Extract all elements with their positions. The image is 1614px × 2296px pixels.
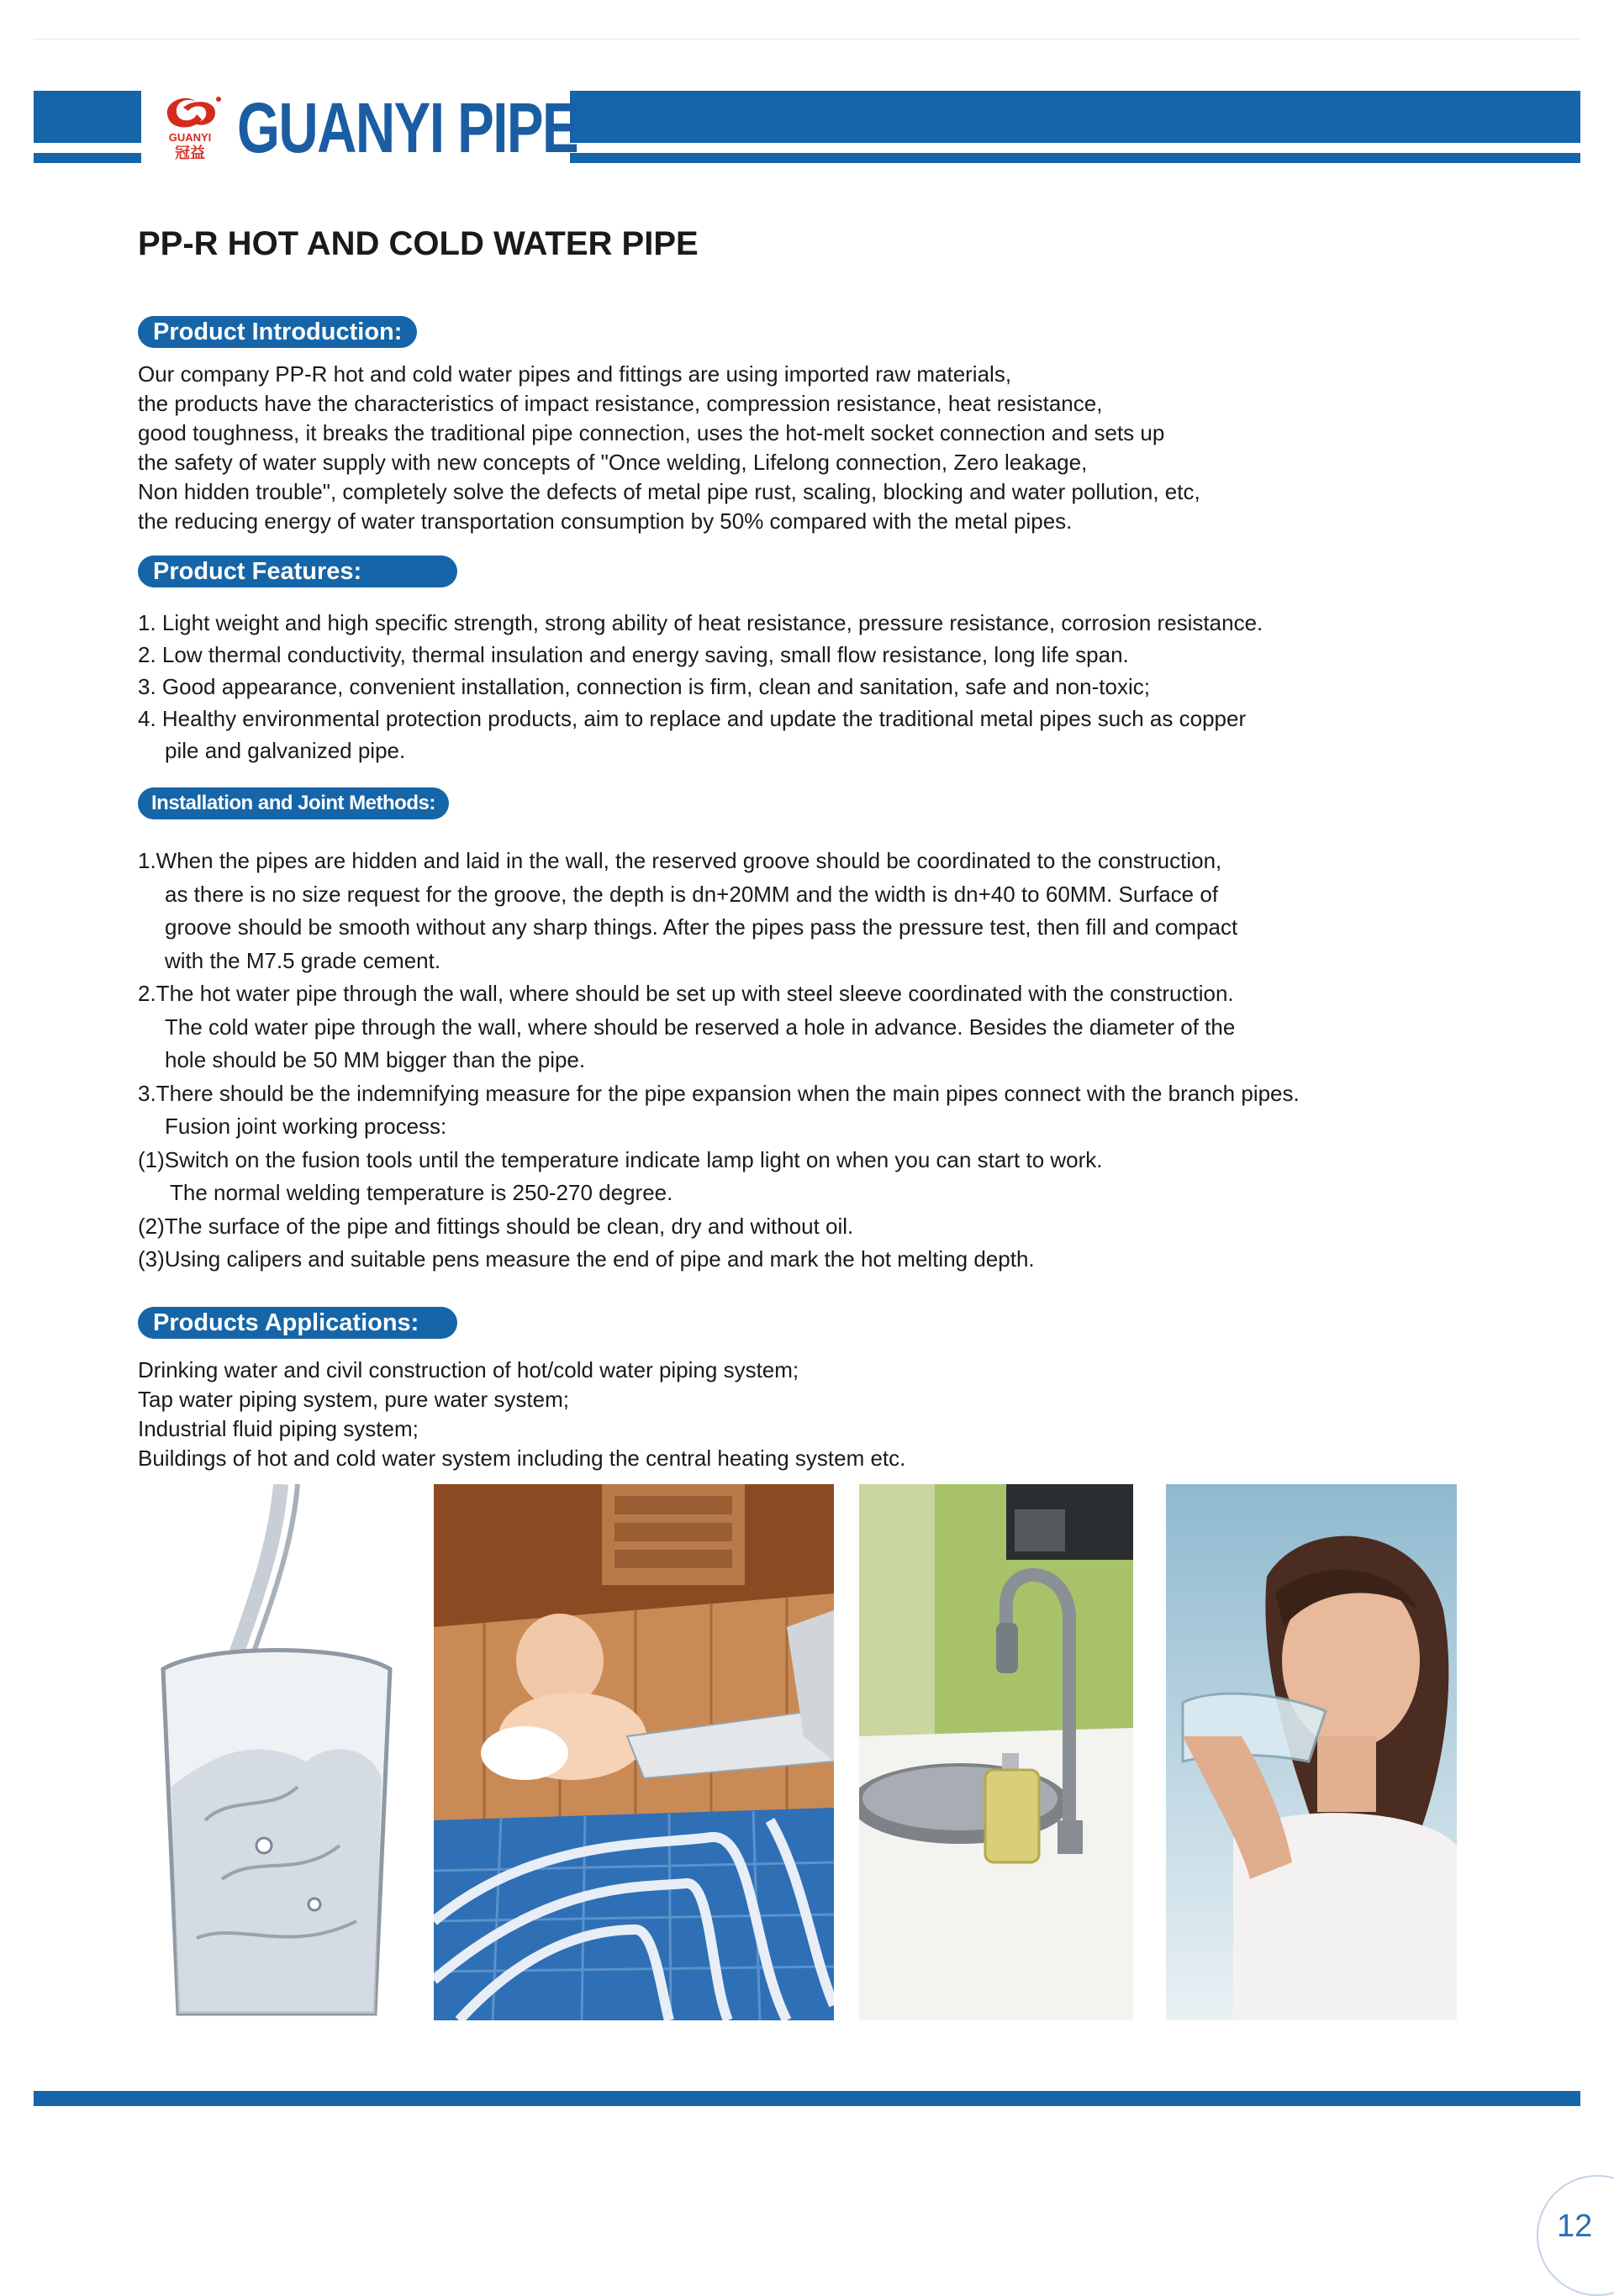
intro-line: the products have the characteristics of impact resistance, compression resistance, heat resistance,	[138, 391, 1103, 416]
features-list	[138, 607, 1263, 766]
intro-line: good toughness, it breaks the traditional pipe connection, uses the hot-melt socket connection and sets up	[138, 420, 1165, 445]
intro-line: the safety of water supply with new concepts of "Once welding, Lifelong connection, Zero leakage,	[138, 450, 1088, 475]
guanyi-logo-icon	[150, 89, 230, 161]
page-title: PP-R HOT AND COLD WATER PIPE	[138, 225, 699, 262]
feature-item: 3. Good appearance, convenient installation, connection is firm, clean and sanitation, safe and non-toxic;	[138, 674, 1150, 699]
application-line: Tap water piping system, pure water system;	[138, 1387, 569, 1412]
header-band-left	[34, 91, 141, 165]
feature-item: 4. Healthy environmental protection products, aim to replace and update the traditional metal pipes such as copper	[138, 706, 1247, 731]
section-heading-installation: Installation and Joint Methods:	[138, 787, 449, 819]
application-photos	[0, 1484, 1614, 2022]
page-number: 12	[1557, 2209, 1593, 2244]
brand-name: GUANYI PIPE	[237, 88, 578, 167]
logo-text: GUANYI	[168, 131, 212, 144]
install-line: (3)Using calipers and suitable pens measure the end of pipe and mark the hot melting depth.	[138, 1246, 1035, 1272]
footer-band	[34, 2091, 1580, 2106]
install-line: groove should be smooth without any sharp things. After the pipes pass the pressure test, then fill and compact	[165, 914, 1238, 940]
intro-line: Non hidden trouble", completely solve the defects of metal pipe rust, scaling, blocking and water pollution, etc,	[138, 479, 1200, 504]
water-glass-photo	[155, 1484, 398, 2020]
feature-item-continued: pile and galvanized pipe.	[165, 738, 406, 763]
install-line: 3.There should be the indemnifying measure for the pipe expansion when the main pipes connect with the branch pipes.	[138, 1080, 1300, 1106]
intro-line: the reducing energy of water transportation consumption by 50% compared with the metal pipes.	[138, 508, 1073, 534]
feature-item: 1. Light weight and high specific strength, strong ability of heat resistance, pressure resistance, corrosion resistance.	[138, 610, 1263, 635]
install-line: as there is no size request for the groove, the depth is dn+20MM and the width is dn+40 to 60MM. Surface of	[165, 881, 1219, 907]
install-line: 2.The hot water pipe through the wall, where should be set up with steel sleeve coordinated with the construction.	[138, 981, 1234, 1006]
logo-chinese: 冠益	[175, 145, 205, 161]
intro-line: Our company PP-R hot and cold water pipes and fittings are using imported raw materials,	[138, 361, 1012, 387]
underfloor-heating-photo	[434, 1484, 834, 2020]
kitchen-faucet-photo	[859, 1484, 1133, 2020]
application-line: Industrial fluid piping system;	[138, 1416, 419, 1441]
install-line: The normal welding temperature is 250-270 degree.	[170, 1180, 673, 1205]
woman-drinking-photo	[1166, 1484, 1457, 2020]
install-line: 1.When the pipes are hidden and laid in the wall, the reserved groove should be coordinated to the construction,	[138, 848, 1222, 873]
install-line: The cold water pipe through the wall, where should be reserved a hole in advance. Besides the diameter of the	[165, 1014, 1236, 1040]
install-line: with the M7.5 grade cement.	[165, 947, 441, 973]
header-band-right	[570, 91, 1580, 165]
section-heading-features: Product Features:	[138, 556, 457, 587]
install-line: Fusion joint working process:	[165, 1114, 447, 1139]
install-line: (2)The surface of the pipe and fittings should be clean, dry and without oil.	[138, 1213, 854, 1239]
introduction-text	[138, 360, 1200, 536]
application-line: Drinking water and civil construction of hot/cold water piping system;	[138, 1357, 799, 1382]
feature-item: 2. Low thermal conductivity, thermal insulation and energy saving, small flow resistance, long life span.	[138, 642, 1129, 667]
installation-text	[138, 845, 1300, 1277]
applications-text	[138, 1356, 905, 1473]
application-line: Buildings of hot and cold water system including the central heating system etc.	[138, 1446, 906, 1471]
install-line: hole should be 50 MM bigger than the pipe.	[165, 1047, 586, 1072]
install-line: (1)Switch on the fusion tools until the temperature indicate lamp light on when you can start to work.	[138, 1146, 1103, 1172]
section-heading-introduction: Product Introduction:	[138, 316, 417, 348]
section-heading-applications: Products Applications:	[138, 1307, 457, 1339]
